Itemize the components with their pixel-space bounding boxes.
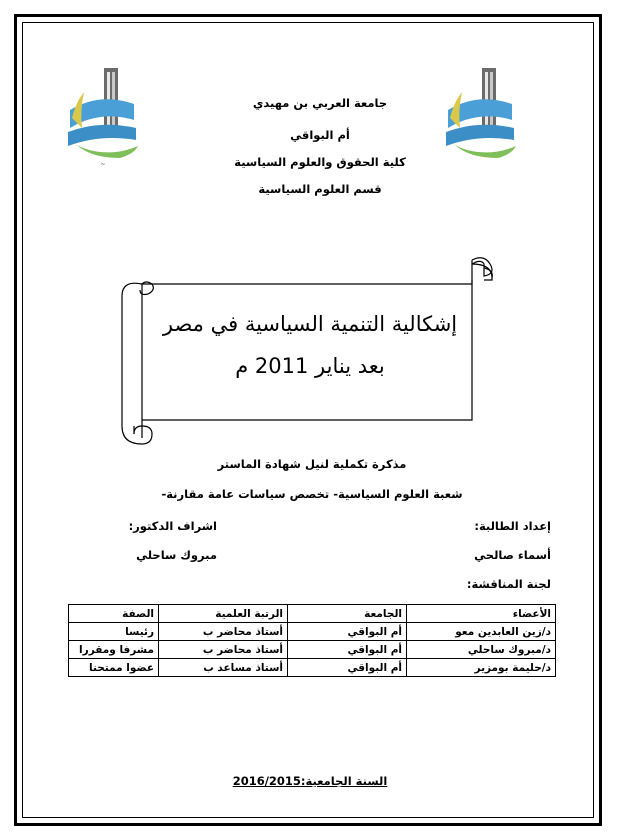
university-logo-right [438,62,524,172]
table-row [69,623,556,641]
member-rank: أستاذ محاضر ب [159,641,288,659]
thesis-title-line1: إشكالية التنمية السياسية في مصر [162,312,458,336]
thesis-title-line2: بعد يناير 2011 م [235,354,385,378]
header-rank: الرتبة العلمية [159,605,288,623]
header-members: الأعضاء [407,605,556,623]
header-role: الصفة [69,605,159,623]
member-name: د/حليمة بومزير [407,659,556,677]
table-row [69,641,556,659]
member-rank: أستاذ مساعد ب [159,659,288,677]
member-university: أم البواقي [288,659,407,677]
table-row [69,659,556,677]
member-rank: أستاذ محاضر ب [159,623,288,641]
student-name: أسماء صالحي [474,548,551,562]
member-role: مشرفا ومقررا [69,641,159,659]
member-role: رئيسا [69,623,159,641]
university-city: أم البواقي [290,128,350,142]
supervisor-name: مبروك ساحلي [136,548,217,562]
table-header-row [69,605,556,623]
university-name: جامعة العربي بن مهيدي [252,96,388,110]
svg-text:~: ~ [100,161,106,168]
student-label: إعداد الطالبة: [474,519,551,533]
thesis-specialty: شعبة العلوم السياسية- تخصص سياسات عامة مقارنة- [161,487,463,501]
member-role: عضوا ممتحنا [69,659,159,677]
member-university: أم البواقي [288,623,407,641]
header-university: الجامعة [288,605,407,623]
university-logo-left [60,62,146,172]
member-university: أم البواقي [288,641,407,659]
member-name: د/زين العابدين معو [407,623,556,641]
faculty-name: كلية الحقوق والعلوم السياسية [234,155,406,169]
department-name: قسم العلوم السياسية [258,182,382,196]
title-scroll-frame [112,250,508,450]
committee-table [68,604,556,677]
thesis-degree: مذكرة تكملية لنيل شهادة الماستر [217,457,407,471]
committee-label: لجنة المناقشة: [466,577,551,591]
supervisor-label: اشراف الدكتور: [128,519,217,533]
member-name: د/مبروك ساحلي [407,641,556,659]
academic-year: السنة الجامعية:2016/2015 [232,774,388,788]
